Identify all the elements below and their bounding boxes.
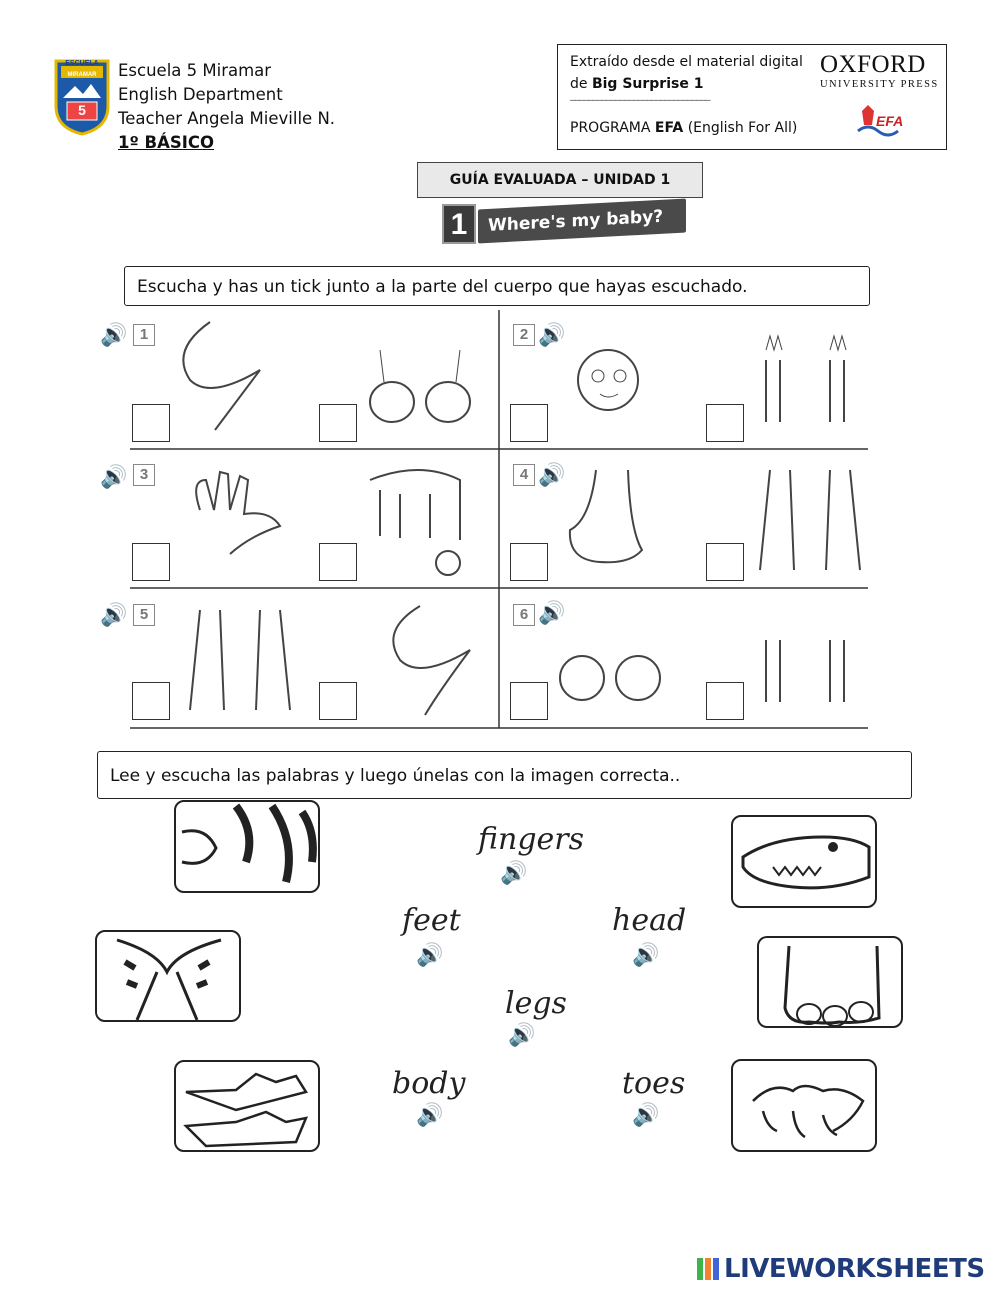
checkbox-4-left[interactable] <box>510 543 548 581</box>
checkbox-5-right[interactable] <box>319 682 357 720</box>
school-crest <box>53 58 111 136</box>
speaker-icon[interactable]: 🔊 <box>416 942 444 967</box>
speaker-icon[interactable]: 🔊 <box>632 942 660 967</box>
program-name: EFA <box>654 120 684 136</box>
speaker-icon[interactable]: 🔊 <box>100 602 128 627</box>
oxford-subtitle: UNIVERSITY PRESS <box>820 79 939 90</box>
efa-logo-text: EFA <box>876 113 904 129</box>
checkbox-2-left[interactable] <box>510 404 548 442</box>
speaker-icon[interactable]: 🔊 <box>538 322 566 347</box>
credit-box <box>557 44 947 150</box>
image-elephant-toes[interactable] <box>757 936 903 1028</box>
word-feet: feet <box>402 903 461 938</box>
speaker-icon[interactable]: 🔊 <box>100 322 128 347</box>
cell-drawings <box>130 310 868 730</box>
department: English Department <box>118 85 283 104</box>
checkbox-6-right[interactable] <box>706 682 744 720</box>
program-prefix: PROGRAMA <box>570 120 655 136</box>
image-tiger-body[interactable] <box>174 800 320 893</box>
program-suffix: (English For All) <box>683 120 798 136</box>
checkbox-2-right[interactable] <box>706 404 744 442</box>
liveworksheets-brand: LIVEWORKSHEETS <box>724 1254 985 1284</box>
item-number-4: 4 <box>513 464 535 486</box>
unit-banner <box>440 200 690 248</box>
liveworksheets-logo-icon <box>697 1258 719 1280</box>
section2-instruction: Lee y escucha las palabras y luego únelas con la imagen correcta.. <box>97 751 912 799</box>
checkbox-1-right[interactable] <box>319 404 357 442</box>
grade: 1º BÁSICO <box>118 133 215 152</box>
image-monkey-fingers[interactable] <box>731 1059 877 1152</box>
checkbox-3-left[interactable] <box>132 543 170 581</box>
speaker-icon[interactable]: 🔊 <box>632 1102 660 1127</box>
speaker-icon[interactable]: 🔊 <box>100 464 128 489</box>
speaker-icon[interactable]: 🔊 <box>500 860 528 885</box>
crest-number: 5 <box>78 102 86 118</box>
speaker-icon[interactable]: 🔊 <box>416 1102 444 1127</box>
section1-instruction: Escucha y has un tick junto a la parte del cuerpo que hayas escuchado. <box>124 266 870 306</box>
credit-rule: _______________________________ <box>570 88 710 101</box>
word-body: body <box>392 1066 466 1101</box>
image-crocodile-head[interactable] <box>731 815 877 908</box>
item-number-2: 2 <box>513 324 535 346</box>
book-title: Big Surprise 1 <box>591 76 704 92</box>
checkbox-1-left[interactable] <box>132 404 170 442</box>
image-duck-feet[interactable] <box>174 1060 320 1152</box>
credit-line1: Extraído desde el material digital <box>570 54 803 70</box>
word-legs: legs <box>505 986 567 1021</box>
item-number-3: 3 <box>133 464 155 486</box>
crest-text-mid: MIRAMAR <box>67 72 97 78</box>
checkbox-3-right[interactable] <box>319 543 357 581</box>
word-toes: toes <box>622 1066 686 1101</box>
program-line <box>570 120 797 136</box>
checkbox-6-left[interactable] <box>510 682 548 720</box>
unit-number: 1 <box>442 204 476 244</box>
item-number-5: 5 <box>133 604 155 626</box>
guide-title: GUÍA EVALUADA – UNIDAD 1 <box>417 162 703 198</box>
checkbox-5-left[interactable] <box>132 682 170 720</box>
teacher-name: Teacher Angela Mieville N. <box>118 109 336 128</box>
speaker-icon[interactable]: 🔊 <box>538 462 566 487</box>
item-number-6: 6 <box>513 604 535 626</box>
item-number-1: 1 <box>133 324 155 346</box>
credit-line2-prefix: de <box>570 76 592 92</box>
checkbox-4-right[interactable] <box>706 543 744 581</box>
crest-text-top: ESCUELA <box>65 60 99 67</box>
image-tiger-legs[interactable] <box>95 930 241 1022</box>
word-fingers: fingers <box>478 822 585 857</box>
speaker-icon[interactable]: 🔊 <box>538 600 566 625</box>
unit-title: Where's my baby? <box>478 199 686 244</box>
speaker-icon[interactable]: 🔊 <box>508 1022 536 1047</box>
oxford-logo: OXFORD <box>820 51 926 78</box>
efa-logo <box>854 101 914 139</box>
word-head: head <box>612 903 687 938</box>
school-name: Escuela 5 Miramar <box>118 61 272 80</box>
